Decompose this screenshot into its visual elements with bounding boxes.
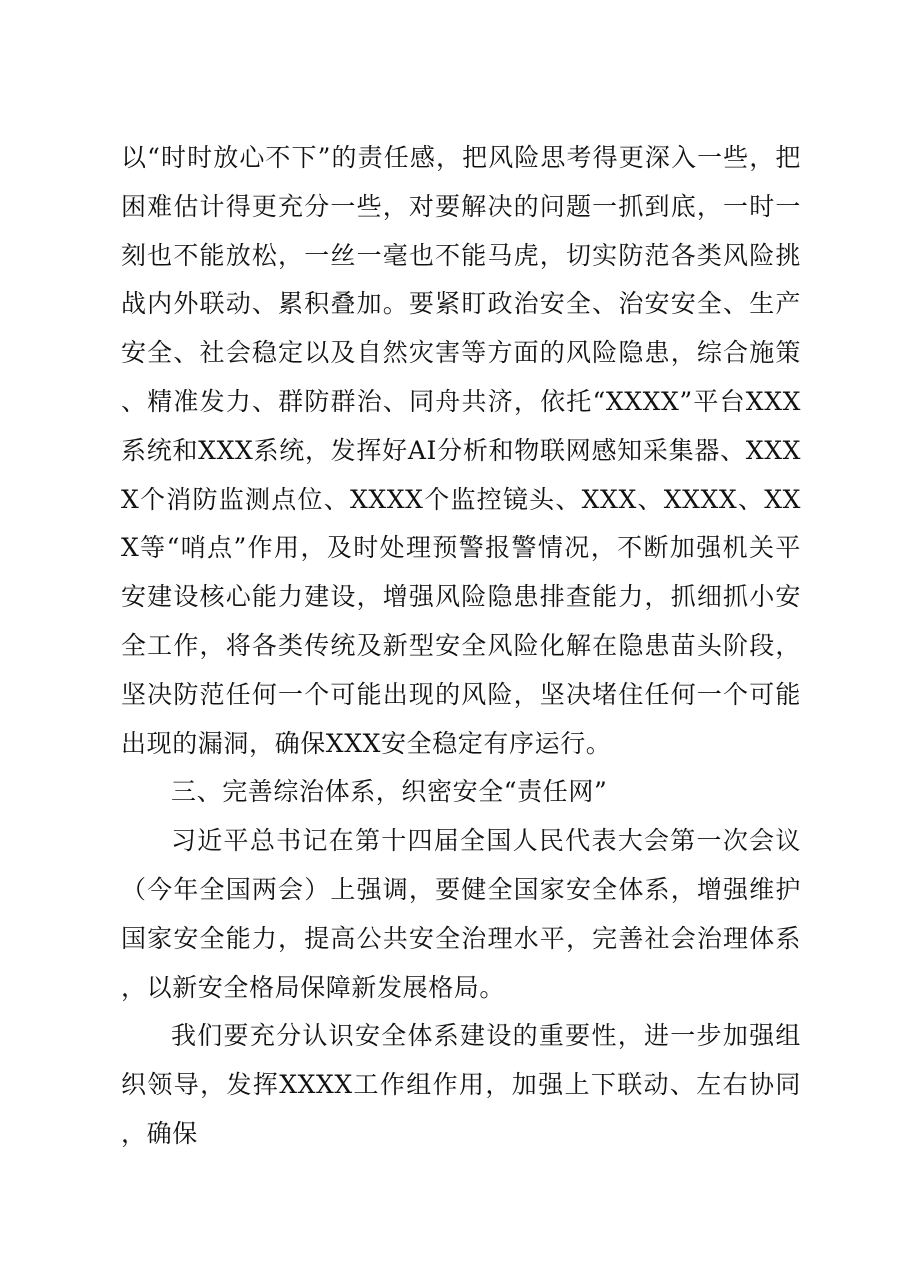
paragraph-xi-speech: 习近平总书记在第十四届全国人民代表大会第一次会议（今年全国两会）上强调，要健全国家安全体系，增强维护国家安全能力，提高公共安全治理水平，完善社会治理体系，以新安全格局保障新发展格局。	[121, 826, 801, 1002]
paragraph-security-system: 我们要充分认识安全体系建设的重要性，进一步加强组织领导，发挥XXXX工作组作用，加强上下联动、左右协同，确保	[121, 1021, 801, 1148]
section-heading: 三、完善综治体系，织密安全“责任网”	[171, 777, 608, 807]
paragraph-continuation: 以“时时放心不下”的责任感，把风险思考得更深入一些，把困难估计得更充分一些，对要解决的问题一抓到底，一时一刻也不能放松，一丝一毫也不能马虎，切实防范各类风险挑战内外联动、累积叠加。要紧盯政治安全、治安安全、生产安全、社会稳定以及自然灾害等方面的风险隐患，综合施策、精准发力、群防群治、同舟共济，依托“XXXX”平台XXX系统和XXX系统，发挥好AI分析和物联网感知采集器、XXXX个消防监测点位、XXXX个监控镜头、XXX、XXXX、XXX等“哨点”作用，及时处理预警报警情况，不断加强机关平安建设核心能力建设，增强风险隐患排查能力，抓细抓小安全工作，将各类传统及新型安全风险化解在隐患苗头阶段，坚决防范任何一个可能出现的风险，坚决堵住任何一个可能出现的漏洞，确保XXX安全稳定有序运行。	[121, 143, 801, 758]
document-body	[121, 134, 801, 1159]
